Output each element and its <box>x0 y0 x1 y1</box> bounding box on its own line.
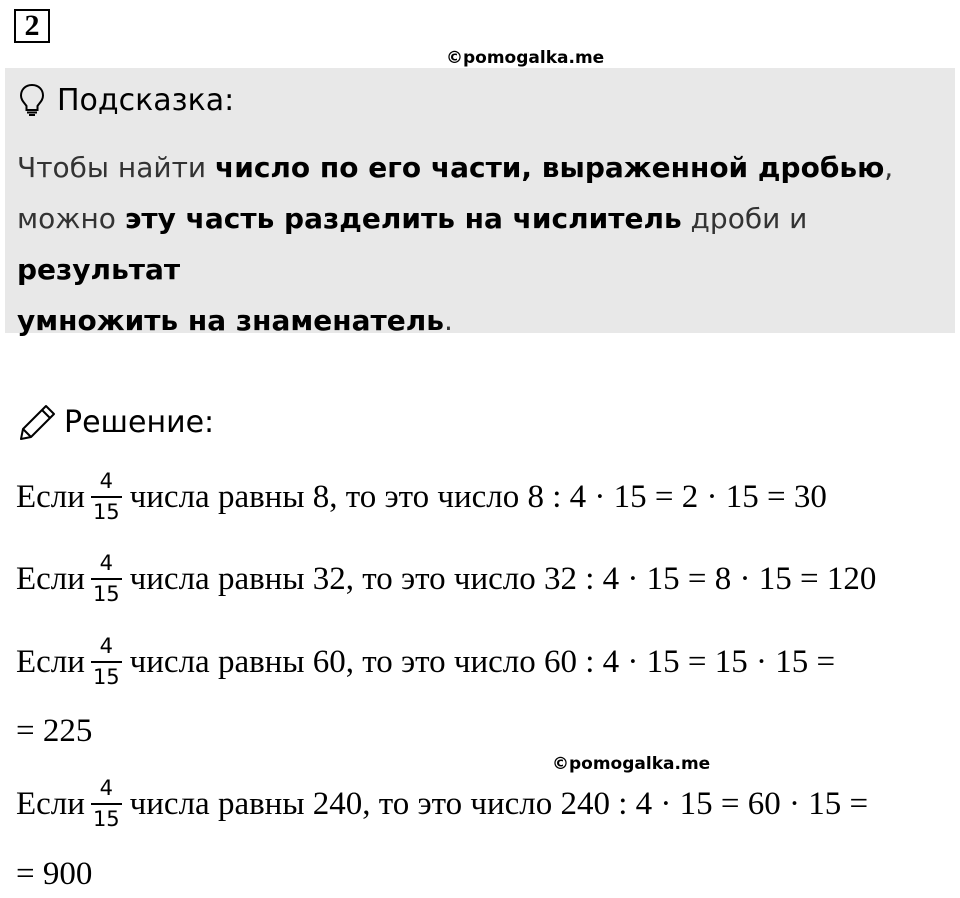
solution-line <box>16 547 876 611</box>
fraction-numerator: 4 <box>99 634 113 658</box>
fraction-numerator: 4 <box>99 776 113 800</box>
task-number: 2 <box>14 9 50 43</box>
hint-segment: , <box>884 151 894 184</box>
fraction <box>91 553 122 605</box>
fraction-denominator: 15 <box>91 803 122 830</box>
solution-line-continuation: = 225 <box>16 713 93 749</box>
solution-line-text: числа равны 60, то это число 60 : 4 · 15 = 15 · 15 = <box>129 643 836 680</box>
solution-title: Решение: <box>64 404 215 440</box>
hint-line-1 <box>17 142 947 193</box>
hint-title: Подсказка: <box>57 82 235 118</box>
fraction-denominator: 15 <box>91 496 122 523</box>
hint-emphasis: число по его части, выраженной дробью <box>214 151 885 184</box>
hint-line-2 <box>17 193 947 295</box>
hint-emphasis: эту часть разделить на числитель <box>124 202 682 235</box>
hint-header <box>19 82 234 118</box>
solution-line <box>16 465 827 529</box>
fraction-numerator: 4 <box>99 469 113 493</box>
hint-text <box>17 142 947 346</box>
watermark: ©pomogalka.me <box>446 48 605 68</box>
hint-segment: дроби и <box>681 202 808 235</box>
hint-emphasis: результат <box>17 253 181 286</box>
pencil-icon <box>18 402 58 442</box>
watermark: ©pomogalka.me <box>552 754 711 774</box>
solution-line-pre: Если <box>16 478 85 515</box>
fraction-numerator: 4 <box>99 551 113 575</box>
hint-segment: Чтобы найти <box>17 151 215 184</box>
fraction-denominator: 15 <box>91 661 122 688</box>
solution-line-text: числа равны 240, то это число 240 : 4 · 15 = 60 · 15 = <box>129 785 869 822</box>
solution-line-text: числа равны 32, то это число 32 : 4 · 15 = 8 · 15 = 120 <box>129 560 877 597</box>
hint-segment: . <box>443 304 453 337</box>
hint-line-3 <box>17 295 947 346</box>
solution-line-text: числа равны 8, то это число 8 : 4 · 15 = 2 · 15 = 30 <box>129 478 827 515</box>
solution-line <box>16 772 868 836</box>
solution-header <box>18 400 214 444</box>
solution-line <box>16 630 835 694</box>
solution-line-pre: Если <box>16 560 85 597</box>
hint-segment: можно <box>17 202 125 235</box>
solution-line-continuation: = 900 <box>16 856 93 892</box>
fraction <box>91 471 122 523</box>
fraction <box>91 636 122 688</box>
fraction-denominator: 15 <box>91 578 122 605</box>
solution-line-pre: Если <box>16 643 85 680</box>
solution-line-pre: Если <box>16 785 85 822</box>
hint-box <box>5 68 955 337</box>
lightbulb-icon <box>19 83 45 117</box>
fraction <box>91 778 122 830</box>
hint-emphasis: умножить на знаменатель <box>17 304 444 337</box>
